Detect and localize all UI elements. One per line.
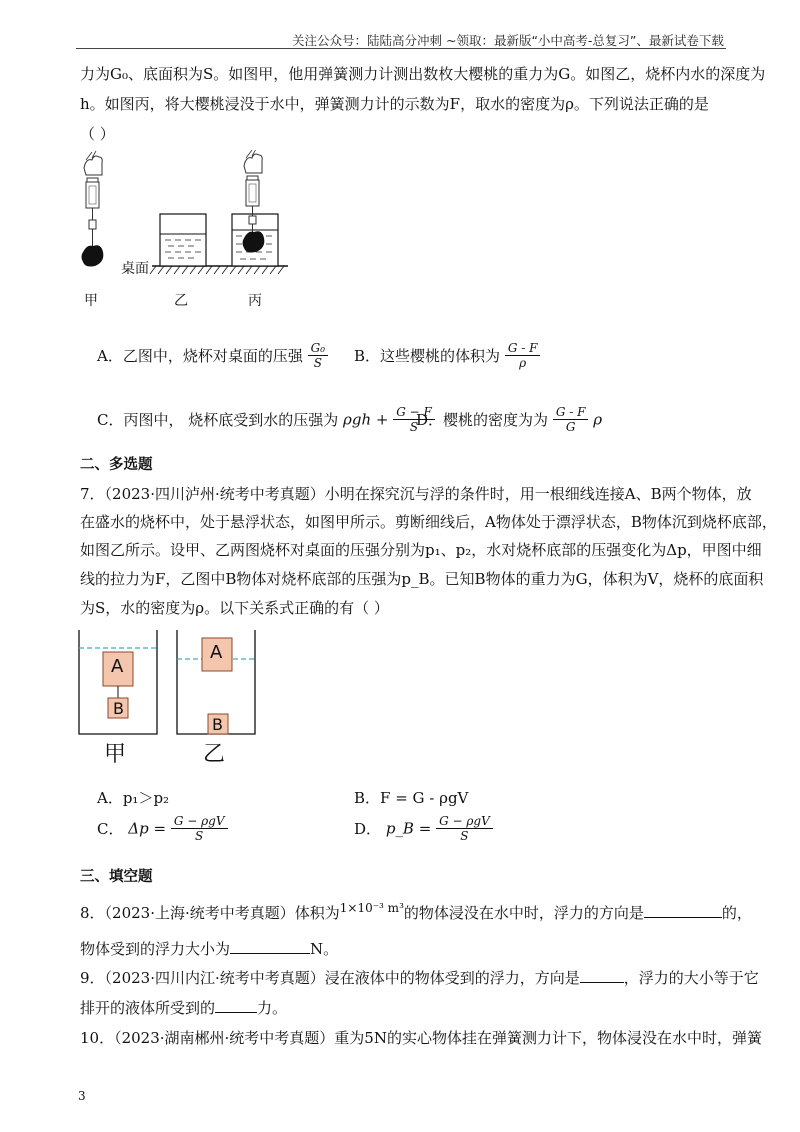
q8-volume: 1×10⁻³ m³	[339, 901, 404, 915]
section-fill-in: 三、填空题	[80, 869, 153, 885]
q6-line2: h。如图丙，将大樱桃浸没于水中，弹簧测力计的示数为F，取水的密度为ρ。下列说法正确的是	[80, 95, 709, 113]
label-yi-7: 乙	[203, 742, 226, 767]
q9-mid: ，浮力的大小等于它	[623, 969, 759, 987]
section-multiple-choice: 二、多选题	[80, 457, 153, 473]
frac-den: ρ	[505, 355, 541, 370]
q7-option-a: A．p₁＞p₂	[97, 789, 170, 807]
frac-num: G − ρgV	[439, 814, 490, 828]
q7-option-c-text: C．	[97, 820, 124, 838]
q7-option-c-lhs: Δp =	[128, 819, 167, 838]
q9-blank-force[interactable]	[215, 998, 257, 1013]
frac-den: S	[308, 355, 328, 370]
q6-option-d-fraction	[553, 405, 589, 434]
q6-line1: 力为G₀、底面积为S。如图甲，他用弹簧测力计测出数枚大樱桃的重力为G。如图乙，烧杯内水的深度为	[80, 65, 766, 83]
q8-mid: 的物体浸没在水中时，浮力的方向是	[403, 904, 644, 922]
q7-option-d	[354, 814, 493, 843]
q9-line2-end: 力。	[257, 999, 288, 1017]
q6-option-d-text: D．樱桃的密度为为	[416, 411, 549, 429]
q8-line2-pre: 物体受到的浮力大小为	[80, 940, 231, 958]
frac-den: S	[393, 419, 435, 434]
label-jia: 甲	[84, 293, 98, 309]
q6-paren: （ ）	[80, 125, 115, 143]
q6-option-c-expr: ρgh +	[343, 410, 389, 429]
label-desk: 桌面	[121, 261, 149, 277]
q6-option-a-fraction	[308, 341, 328, 370]
q6-option-c-text: C．丙图中， 烧杯底受到水的压强为	[97, 411, 339, 429]
figure-yi-beaker	[160, 214, 206, 266]
block-a-label-yi: A	[210, 642, 223, 663]
figure-jia	[82, 151, 104, 267]
block-a-label-jia: A	[111, 656, 124, 677]
q7-option-b: B．F = G - ρgV	[354, 789, 469, 807]
q6-option-d	[416, 405, 602, 434]
q10-line1: 10．（2023·湖南郴州·统考中考真题）重为5N的实心物体挂在弹簧测力计下，物体浸没在水中时，弹簧	[80, 1029, 762, 1047]
page-header: 关注公众号：陆陆高分冲刺 ~领取：最新版“小中高考-总复习”、最新试卷下载	[292, 33, 724, 48]
q8-line2-end: N。	[310, 940, 339, 958]
q8-line1	[80, 898, 752, 923]
frac-num: G − F	[396, 405, 432, 419]
label-yi: 乙	[174, 293, 188, 309]
q7-option-d-text: D．	[354, 820, 382, 838]
q6-option-a	[97, 341, 328, 370]
q8-pre: 8．（2023·上海·统考中考真题）体积为	[80, 904, 340, 922]
q6-option-c	[97, 405, 435, 434]
frac-num: G - F	[555, 405, 586, 419]
q7-line4: 线的拉力为F，乙图中B物体对烧杯底部的压强为p_B。已知B物体的重力为G，体积为V，烧杯的底面积	[80, 570, 764, 588]
block-b-label-jia: B	[113, 699, 124, 718]
q8-line2	[80, 939, 338, 959]
label-bing: 丙	[248, 293, 262, 309]
q7-option-c-fraction	[171, 814, 228, 843]
q6-option-d-tail: ρ	[593, 410, 603, 429]
header-divider	[76, 48, 726, 49]
q7-option-c	[97, 814, 228, 843]
q7-line5: 为S，水的密度为ρ。以下关系式正确的有（ ）	[80, 599, 389, 617]
q6-option-b-fraction	[505, 341, 541, 370]
frac-den: S	[436, 828, 493, 843]
q8-end: 的，	[721, 904, 752, 922]
q6-figure	[70, 150, 300, 280]
q9-pre: 9．（2023·四川内江·统考中考真题）浸在液体中的物体受到的浮力，方向是	[80, 969, 580, 987]
frac-num: G - F	[507, 341, 538, 355]
q8-blank-force[interactable]	[230, 939, 310, 954]
q8-blank-direction[interactable]	[644, 903, 722, 918]
q9-blank-direction[interactable]	[580, 968, 624, 983]
label-jia-7: 甲	[104, 742, 127, 767]
q7-option-d-fraction	[436, 814, 493, 843]
q9-line1	[80, 968, 759, 988]
q7-line1: 7．（2023·四川泸州·统考中考真题）小明在探究沉与浮的条件时，用一根细线连接A、B两个物体，放	[80, 485, 752, 503]
q9-line2-pre: 排开的液体所受到的	[80, 999, 216, 1017]
q6-option-a-text: A．乙图中，烧杯对桌面的压强	[97, 347, 303, 365]
frac-num: G₀	[310, 341, 326, 355]
q6-option-b	[354, 341, 540, 370]
q9-line2	[80, 998, 287, 1018]
q7-line3: 如图乙所示。设甲、乙两图烧杯对桌面的压强分别为p₁、p₂，水对烧杯底部的压强变化为Δp，甲图中细	[80, 541, 762, 559]
block-b-label-yi: B	[212, 715, 223, 734]
frac-den: G	[553, 419, 589, 434]
page-number: 3	[78, 1089, 86, 1103]
frac-num: G − ρgV	[173, 814, 225, 828]
figure-bing	[232, 150, 278, 266]
frac-den: S	[171, 828, 228, 843]
q7-line2: 在盛水的烧杯中，处于悬浮状态，如图甲所示。剪断细线后，A物体处于漂浮状态，B物体沉到烧杯底部，	[80, 513, 777, 531]
figure-jia-beaker	[79, 630, 157, 734]
q7-option-d-lhs: p_B =	[385, 819, 432, 838]
q6-option-b-text: B．这些樱桃的体积为	[354, 347, 501, 365]
